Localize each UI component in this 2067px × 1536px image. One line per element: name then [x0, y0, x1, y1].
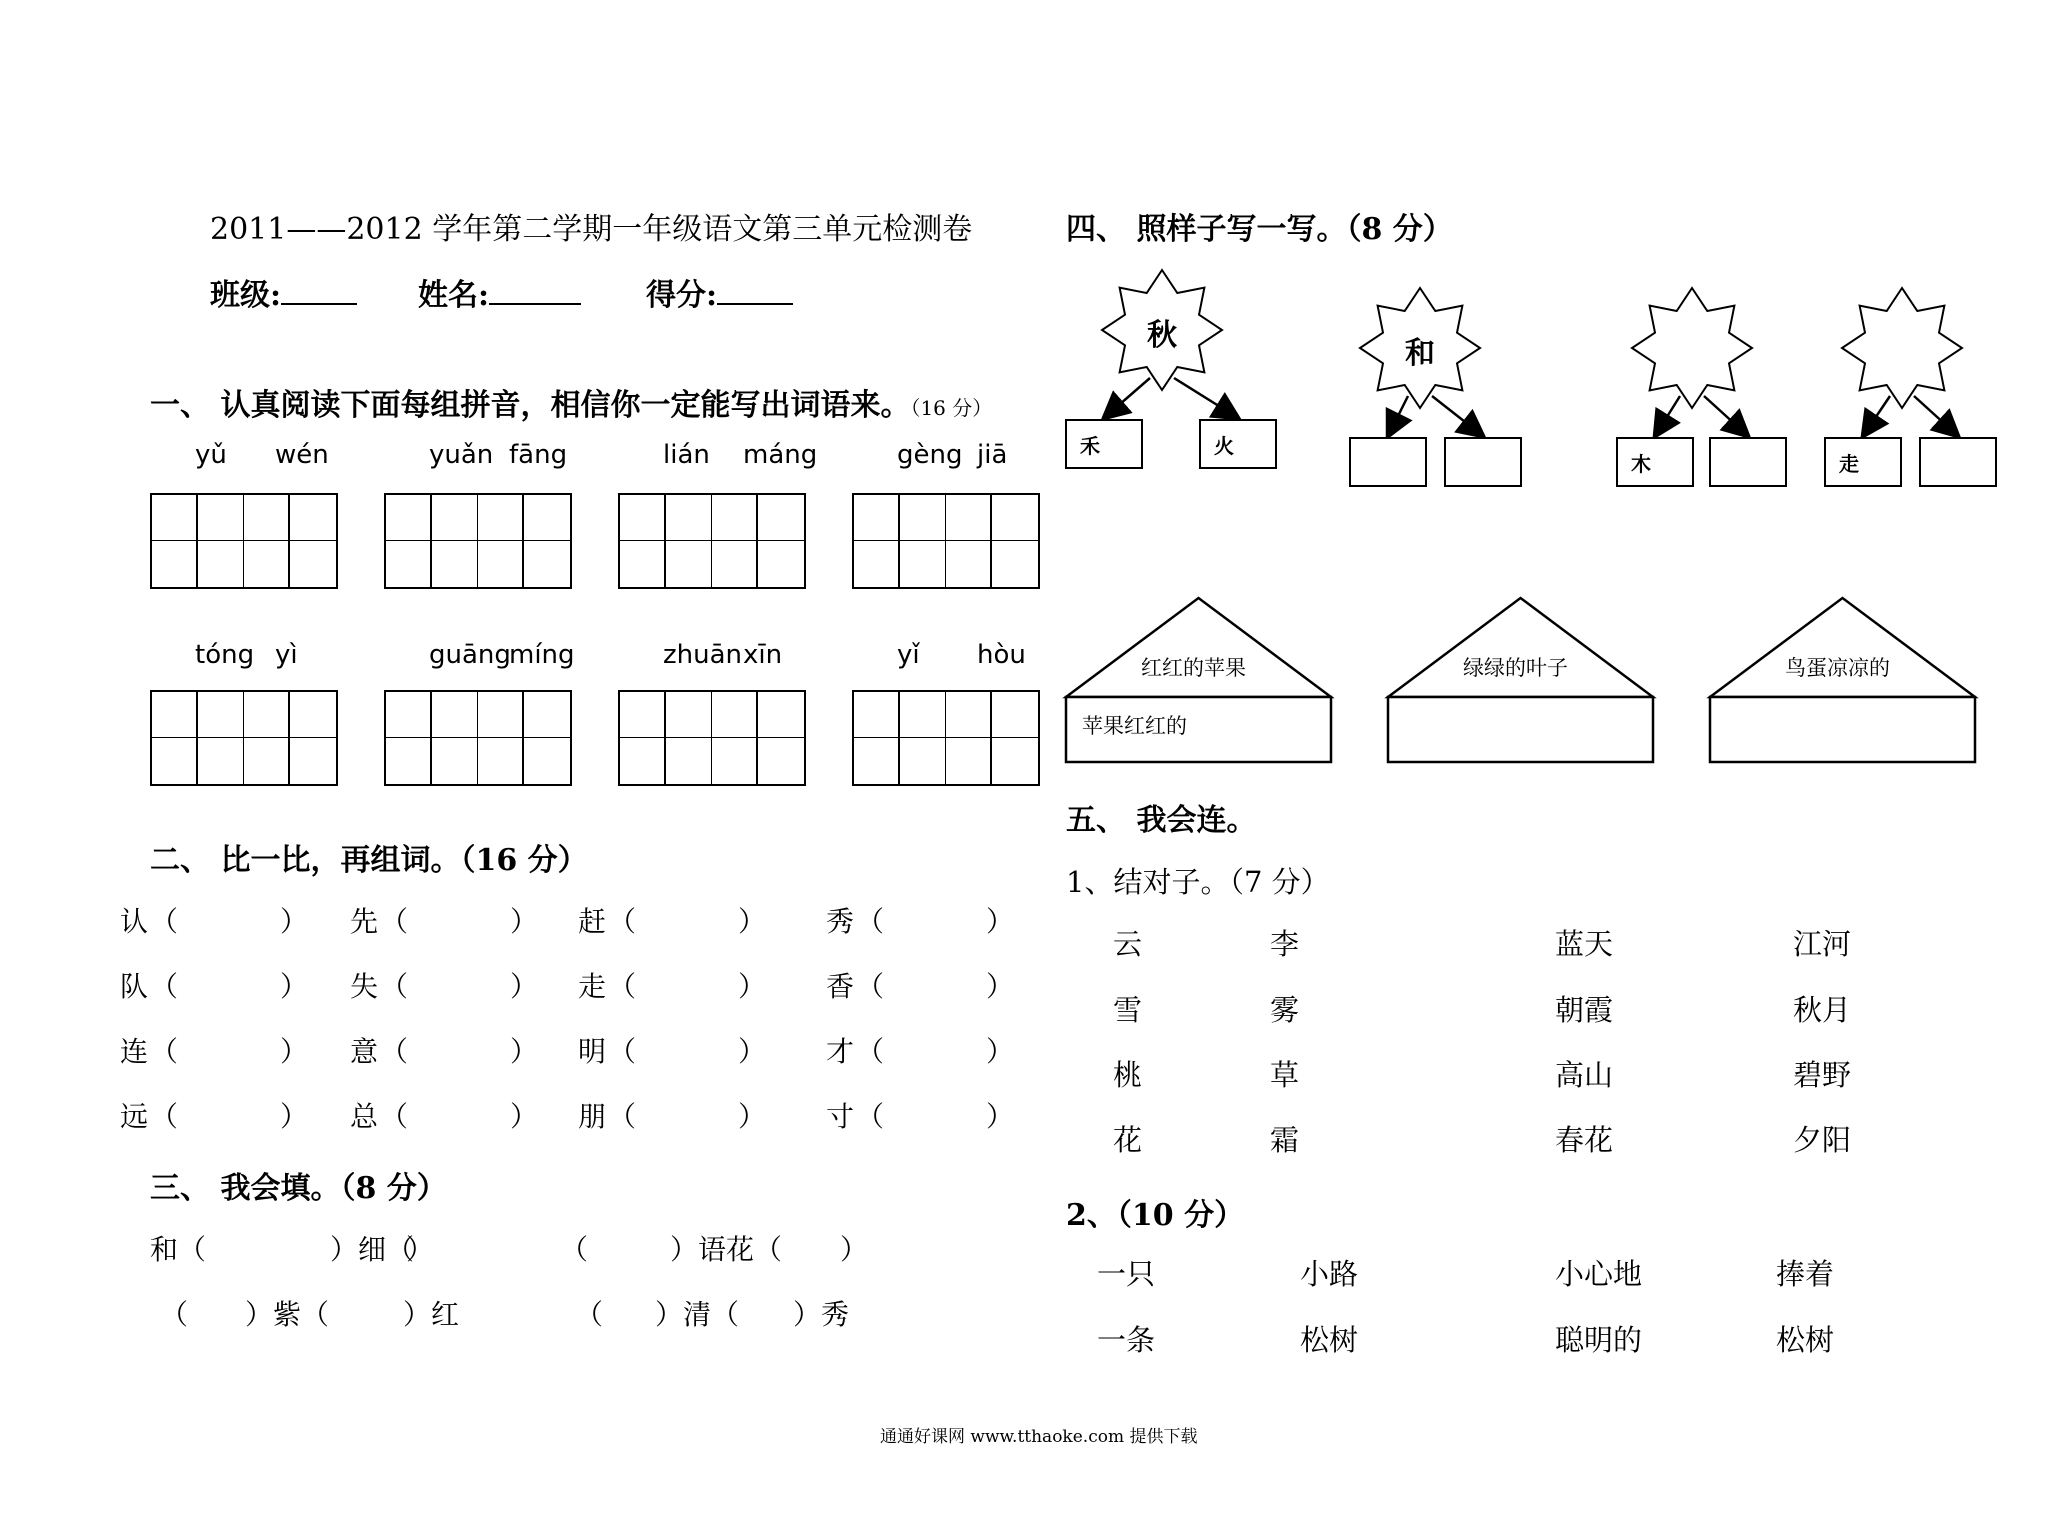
star-shape — [1842, 288, 1962, 408]
close-paren: ） — [986, 1100, 1015, 1133]
section2-heading: 二、 比一比，再组词。（16 分） — [150, 843, 588, 878]
compare-char: 队 — [120, 970, 149, 1003]
open-paren: （ — [380, 1100, 409, 1133]
page-title: 2011——2012 学年第二学期一年级语文第三单元检测卷 — [210, 212, 973, 247]
fill-segment: （ — [160, 1298, 189, 1331]
box-char: 木 — [1631, 452, 1651, 476]
fill-segment: ）清（ — [655, 1298, 740, 1331]
pinyin-syllable: fāng — [509, 440, 568, 470]
open-paren: （ — [856, 905, 885, 938]
pinyin-syllable: jiā — [977, 440, 1008, 470]
match-word[interactable]: 一只 — [1097, 1257, 1156, 1291]
house-body-text[interactable]: 苹果红红的 — [1082, 714, 1187, 738]
pinyin-syllable: yuǎn — [429, 440, 494, 470]
close-paren: ） — [738, 905, 767, 938]
arrow — [1432, 396, 1483, 436]
box-char: 火 — [1214, 434, 1234, 458]
pinyin-syllable: zhuān — [663, 640, 743, 670]
close-paren: ） — [280, 970, 309, 1003]
name-label: 姓名: — [417, 278, 490, 313]
open-paren: （ — [608, 970, 637, 1003]
house-roof — [1066, 598, 1331, 697]
match-word[interactable]: 松树 — [1300, 1323, 1359, 1357]
close-paren: ） — [280, 1035, 309, 1068]
match-word[interactable]: 捧着 — [1776, 1257, 1835, 1291]
pinyin-syllable: yǔ — [195, 440, 227, 470]
pinyin-syllable: guāng — [429, 640, 511, 670]
close-paren: ） — [738, 970, 767, 1003]
match-word[interactable]: 聪明的 — [1555, 1323, 1643, 1357]
open-paren: （ — [608, 1100, 637, 1133]
section3-heading: 三、 我会填。（8 分） — [150, 1171, 447, 1206]
pair-word[interactable]: 雪 — [1113, 993, 1143, 1027]
compare-char: 秀 — [826, 905, 855, 938]
house-body — [1388, 697, 1653, 762]
close-paren: ） — [986, 1035, 1015, 1068]
pair-word[interactable]: 云 — [1113, 927, 1143, 961]
pinyin-syllable: yì — [275, 640, 298, 670]
answer-box — [1825, 438, 1901, 486]
pinyin-syllable: tóng — [195, 640, 255, 670]
pair-word[interactable]: 桃 — [1113, 1058, 1143, 1092]
answer-box — [1920, 438, 1996, 486]
compare-char: 赶 — [578, 905, 607, 938]
answer-box — [1617, 438, 1693, 486]
star-shape — [1632, 288, 1752, 408]
pinyin-syllable: lián — [663, 440, 710, 470]
pinyin-syllable: gèng — [897, 440, 963, 470]
pair-word[interactable]: 江河 — [1793, 927, 1852, 961]
house-roof-text: 红红的苹果 — [1141, 656, 1246, 680]
box-char: 走 — [1839, 452, 1859, 476]
close-paren: ） — [986, 970, 1015, 1003]
match-word[interactable]: 一条 — [1097, 1323, 1156, 1357]
open-paren: （ — [380, 970, 409, 1003]
open-paren: （ — [608, 905, 637, 938]
close-paren: ） — [510, 1100, 539, 1133]
open-paren: （ — [150, 1100, 179, 1133]
pinyin-syllable: yǐ — [897, 640, 920, 670]
close-paren: ） — [510, 970, 539, 1003]
star-char: 和 — [1405, 336, 1435, 371]
star-char: 秋 — [1147, 318, 1177, 353]
fill-segment: （ — [575, 1298, 604, 1331]
compare-char: 先 — [350, 905, 379, 938]
pair-word[interactable]: 李 — [1270, 927, 1300, 961]
arrow — [1863, 396, 1890, 436]
compare-char: 远 — [120, 1100, 149, 1133]
open-paren: （ — [380, 1035, 409, 1068]
open-paren: （ — [150, 970, 179, 1003]
section4-heading: 四、 照样子写一写。（8 分） — [1066, 212, 1453, 247]
section1-heading-text: 一、 认真阅读下面每组拼音，相信你一定能写出词语来。 — [150, 388, 911, 423]
answer-box — [1350, 438, 1426, 486]
pair-word[interactable]: 秋月 — [1793, 993, 1852, 1027]
arrow — [1704, 396, 1748, 436]
pinyin-syllable: máng — [743, 440, 818, 470]
score-label: 得分: — [645, 278, 718, 313]
compare-char: 失 — [350, 970, 379, 1003]
open-paren: （ — [380, 905, 409, 938]
compare-char: 总 — [350, 1100, 379, 1133]
arrow — [1655, 396, 1680, 436]
open-paren: （ — [856, 970, 885, 1003]
arrow — [1104, 378, 1150, 418]
house-body — [1710, 697, 1975, 762]
fill-segment: ）红 — [403, 1298, 460, 1331]
compare-char: 走 — [578, 970, 607, 1003]
house-roof — [1388, 598, 1653, 697]
compare-char: 才 — [826, 1035, 855, 1068]
close-paren: ） — [738, 1035, 767, 1068]
compare-char: 寸 — [826, 1100, 855, 1133]
open-paren: （ — [150, 1035, 179, 1068]
pair-word[interactable]: 碧野 — [1793, 1058, 1852, 1092]
match-word[interactable]: 松树 — [1776, 1323, 1835, 1357]
part1-label: 1、结对子。（7 分） — [1066, 865, 1330, 899]
pinyin-syllable: wén — [275, 440, 329, 470]
compare-char: 认 — [120, 905, 149, 938]
pair-word[interactable]: 春花 — [1555, 1123, 1614, 1157]
section1-points: （16 分） — [910, 396, 993, 420]
pair-word[interactable]: 草 — [1270, 1058, 1300, 1092]
pinyin-syllable: míng — [509, 640, 575, 670]
arrow — [1388, 396, 1408, 436]
compare-char: 香 — [826, 970, 855, 1003]
pair-word[interactable]: 高山 — [1555, 1058, 1614, 1092]
answer-box — [1445, 438, 1521, 486]
close-paren: ） — [280, 1100, 309, 1133]
section5-heading: 五、 我会连。 — [1066, 803, 1257, 838]
compare-char: 明 — [578, 1035, 607, 1068]
close-paren: ） — [280, 905, 309, 938]
pinyin-syllable: hòu — [977, 640, 1026, 670]
open-paren: （ — [856, 1035, 885, 1068]
close-paren: ） — [738, 1100, 767, 1133]
close-paren: ） — [510, 1035, 539, 1068]
pair-word[interactable]: 蓝天 — [1555, 927, 1614, 961]
pair-word[interactable]: 花 — [1113, 1123, 1143, 1157]
box-char: 禾 — [1080, 434, 1100, 458]
open-paren: （ — [608, 1035, 637, 1068]
open-paren: （ — [856, 1100, 885, 1133]
open-paren: （ — [150, 905, 179, 938]
fill-segment: 和（ — [150, 1233, 207, 1266]
arrow — [1174, 378, 1238, 418]
answer-box — [1200, 420, 1276, 468]
pinyin-syllable: xīn — [743, 640, 783, 670]
compare-char: 朋 — [578, 1100, 607, 1133]
pair-word[interactable]: 夕阳 — [1793, 1123, 1852, 1157]
close-paren: ） — [510, 905, 539, 938]
match-word[interactable]: 小路 — [1300, 1257, 1359, 1291]
fill-segment: （ — [560, 1233, 589, 1266]
house-roof-text: 绿绿的叶子 — [1463, 656, 1568, 680]
house-roof — [1710, 598, 1975, 697]
class-label: 班级: — [210, 278, 282, 313]
part2-label: 2、（10 分） — [1066, 1198, 1245, 1233]
fill-segment: ）秀 — [793, 1298, 850, 1331]
fill-segment: ）紫（ — [245, 1298, 330, 1331]
fill-segment: ） — [406, 1233, 435, 1266]
pair-word[interactable]: 霜 — [1270, 1123, 1300, 1157]
house-roof-text: 鸟蛋凉凉的 — [1785, 656, 1890, 680]
answer-box — [1066, 420, 1142, 468]
close-paren: ） — [986, 905, 1015, 938]
pair-word[interactable]: 朝霞 — [1555, 993, 1614, 1027]
footer: 通通好课网 www.tthaoke.com 提供下载 — [880, 1427, 1198, 1447]
pair-word[interactable]: 雾 — [1270, 993, 1300, 1027]
fill-segment: ）语花（ — [670, 1233, 783, 1266]
compare-char: 连 — [120, 1035, 149, 1068]
arrow — [1914, 396, 1958, 436]
fill-segment: ） — [840, 1233, 869, 1266]
fill-segment: ）细（ — [330, 1233, 415, 1266]
compare-char: 意 — [350, 1035, 379, 1068]
answer-box — [1710, 438, 1786, 486]
match-word[interactable]: 小心地 — [1555, 1257, 1643, 1291]
